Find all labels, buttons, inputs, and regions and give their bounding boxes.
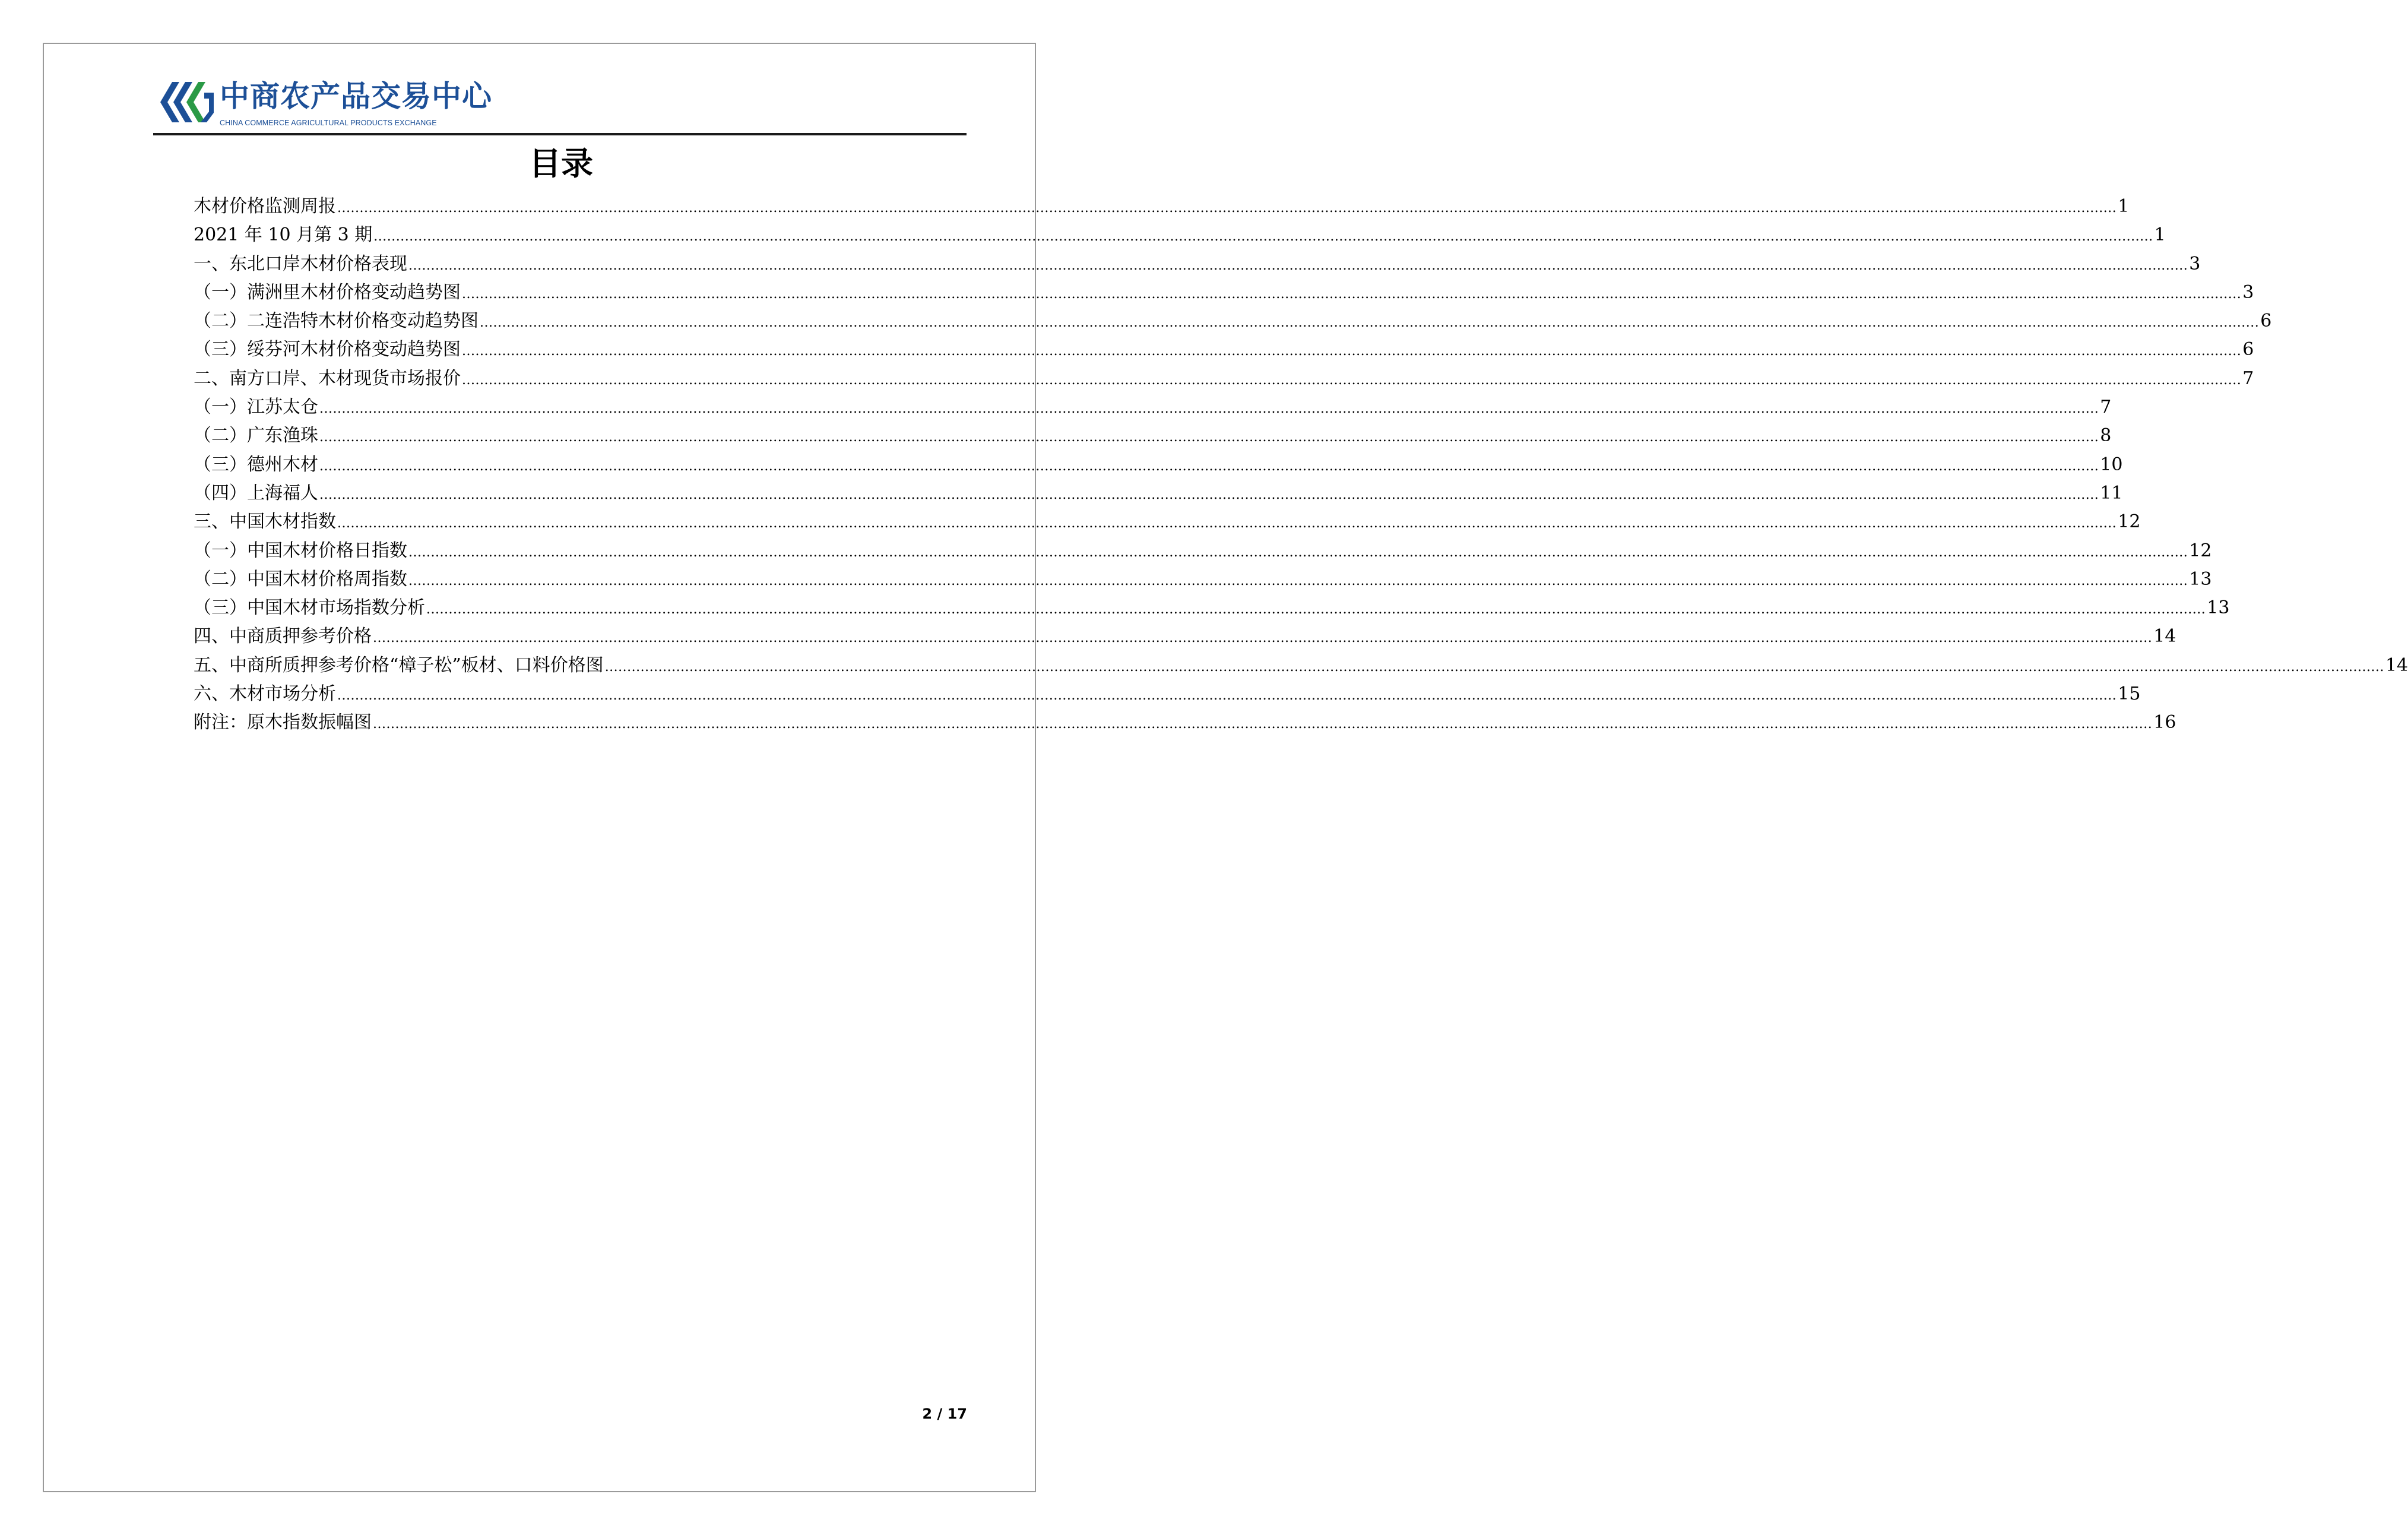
toc-entry[interactable] bbox=[194, 565, 2212, 594]
toc-entry-title: （二）二连浩特木材价格变动趋势图 bbox=[194, 311, 479, 332]
toc-entry-page: 7 bbox=[2242, 368, 2254, 389]
toc-entry[interactable] bbox=[194, 365, 2254, 393]
toc-entry-page: 10 bbox=[2100, 454, 2123, 475]
toc-entry[interactable] bbox=[194, 708, 2176, 737]
toc-leader-dots: ................................................................................................................................................................................................................................................................................................................................................................................................................ bbox=[373, 229, 2153, 245]
toc-leader-dots: ................................................................................................................................................................................................................................................................................................................................................................................................................ bbox=[462, 286, 2242, 302]
toc-entry-page: 14 bbox=[2385, 654, 2408, 676]
toc-leader-dots: ................................................................................................................................................................................................................................................................................................................................................................................................................ bbox=[480, 315, 2260, 331]
toc-leader-dots: ................................................................................................................................................................................................................................................................................................................................................................................................................ bbox=[462, 344, 2242, 359]
toc-entry[interactable] bbox=[194, 651, 2408, 680]
toc-entry-page: 13 bbox=[2189, 568, 2212, 590]
chevron-arrows-logo-icon bbox=[157, 78, 215, 126]
toc-entry[interactable] bbox=[194, 422, 2112, 450]
toc-entry[interactable] bbox=[194, 479, 2123, 508]
toc-leader-dots: ................................................................................................................................................................................................................................................................................................................................................................................................................ bbox=[319, 401, 2099, 417]
toc-entry-title: 二、南方口岸、木材现货市场报价 bbox=[194, 368, 461, 389]
toc-entry-title: （三）中国木材市场指数分析 bbox=[194, 597, 425, 619]
toc-entry[interactable] bbox=[194, 278, 2254, 307]
toc-entry-page: 16 bbox=[2153, 712, 2176, 733]
toc-entry-title: 三、中国木材指数 bbox=[194, 511, 336, 533]
toc-entry[interactable] bbox=[194, 393, 2112, 422]
toc-entry-page: 6 bbox=[2260, 311, 2272, 332]
toc-leader-dots: ................................................................................................................................................................................................................................................................................................................................................................................................................ bbox=[462, 372, 2242, 388]
toc-leader-dots: ................................................................................................................................................................................................................................................................................................................................................................................................................ bbox=[604, 659, 2384, 675]
toc-entry-title: （三）绥芬河木材价格变动趋势图 bbox=[194, 339, 461, 360]
toc-entry[interactable] bbox=[194, 508, 2141, 536]
toc-entry[interactable] bbox=[194, 250, 2201, 278]
toc-leader-dots: ................................................................................................................................................................................................................................................................................................................................................................................................................ bbox=[408, 545, 2188, 560]
toc-entry-title: （二）广东渔珠 bbox=[194, 425, 318, 447]
toc-entry[interactable] bbox=[194, 537, 2212, 565]
toc-entry-page: 1 bbox=[2118, 196, 2130, 217]
toc-entry-title: （一）江苏太仓 bbox=[194, 397, 318, 418]
toc-entry-title: （二）中国木材价格周指数 bbox=[194, 568, 407, 590]
table-of-contents bbox=[194, 192, 2408, 738]
toc-entry-title: 2021 年 10 月第 3 期 bbox=[194, 224, 373, 246]
toc-entry[interactable] bbox=[194, 221, 2166, 249]
toc-entry-title: 五、中商所质押参考价格“樟子松”板材、口料价格图 bbox=[194, 654, 604, 676]
toc-entry[interactable] bbox=[194, 622, 2176, 651]
toc-entry-title: （一）满洲里木材价格变动趋势图 bbox=[194, 281, 461, 303]
toc-entry-page: 7 bbox=[2100, 397, 2112, 418]
toc-leader-dots: ................................................................................................................................................................................................................................................................................................................................................................................................................ bbox=[319, 487, 2099, 502]
toc-leader-dots: ................................................................................................................................................................................................................................................................................................................................................................................................................ bbox=[319, 458, 2099, 474]
toc-entry[interactable] bbox=[194, 594, 2230, 622]
header-divider bbox=[153, 133, 967, 135]
toc-entry-page: 1 bbox=[2154, 224, 2166, 246]
toc-leader-dots: ................................................................................................................................................................................................................................................................................................................................................................................................................ bbox=[337, 201, 2117, 216]
toc-entry-title: （四）上海福人 bbox=[194, 482, 318, 504]
toc-entry[interactable] bbox=[194, 680, 2141, 708]
toc-leader-dots: ................................................................................................................................................................................................................................................................................................................................................................................................................ bbox=[373, 631, 2153, 646]
toc-entry-page: 11 bbox=[2100, 482, 2123, 504]
toc-leader-dots: ................................................................................................................................................................................................................................................................................................................................................................................................................ bbox=[426, 602, 2206, 618]
toc-leader-dots: ................................................................................................................................................................................................................................................................................................................................................................................................................ bbox=[408, 258, 2188, 273]
toc-leader-dots: ................................................................................................................................................................................................................................................................................................................................................................................................................ bbox=[337, 688, 2117, 704]
toc-title: 目录 bbox=[529, 145, 593, 182]
toc-entry[interactable] bbox=[194, 336, 2254, 364]
toc-entry-title: 四、中商质押参考价格 bbox=[194, 626, 372, 647]
page-header bbox=[153, 76, 967, 133]
toc-leader-dots: ................................................................................................................................................................................................................................................................................................................................................................................................................ bbox=[373, 717, 2153, 732]
toc-entry[interactable] bbox=[194, 307, 2272, 336]
logo-chinese-name: 中商农产品交易中心 bbox=[220, 79, 492, 113]
toc-entry-page: 3 bbox=[2189, 253, 2201, 274]
page-number: 2 / 17 bbox=[922, 1406, 967, 1422]
toc-entry-page: 8 bbox=[2100, 425, 2112, 447]
logo-english-name: CHINA COMMERCE AGRICULTURAL PRODUCTS EXCHANGE bbox=[220, 119, 437, 127]
toc-entry-page: 3 bbox=[2242, 281, 2254, 303]
toc-leader-dots: ................................................................................................................................................................................................................................................................................................................................................................................................................ bbox=[408, 573, 2188, 588]
toc-entry-page: 15 bbox=[2118, 683, 2141, 705]
toc-entry-page: 12 bbox=[2189, 540, 2212, 561]
toc-leader-dots: ................................................................................................................................................................................................................................................................................................................................................................................................................ bbox=[337, 516, 2117, 531]
toc-entry[interactable] bbox=[194, 192, 2130, 221]
toc-entry-page: 12 bbox=[2118, 511, 2141, 533]
toc-entry-title: 一、东北口岸木材价格表现 bbox=[194, 253, 407, 274]
toc-entry-title: 木材价格监测周报 bbox=[194, 196, 336, 217]
toc-entry-title: （一）中国木材价格日指数 bbox=[194, 540, 407, 561]
toc-entry-title: 附注：原木指数振幅图 bbox=[194, 712, 372, 733]
toc-entry[interactable] bbox=[194, 451, 2123, 479]
toc-leader-dots: ................................................................................................................................................................................................................................................................................................................................................................................................................ bbox=[319, 430, 2099, 445]
toc-entry-page: 14 bbox=[2153, 626, 2176, 647]
toc-entry-title: 六、木材市场分析 bbox=[194, 683, 336, 705]
toc-entry-page: 13 bbox=[2207, 597, 2230, 619]
toc-entry-title: （三）德州木材 bbox=[194, 454, 318, 475]
toc-entry-page: 6 bbox=[2242, 339, 2254, 360]
